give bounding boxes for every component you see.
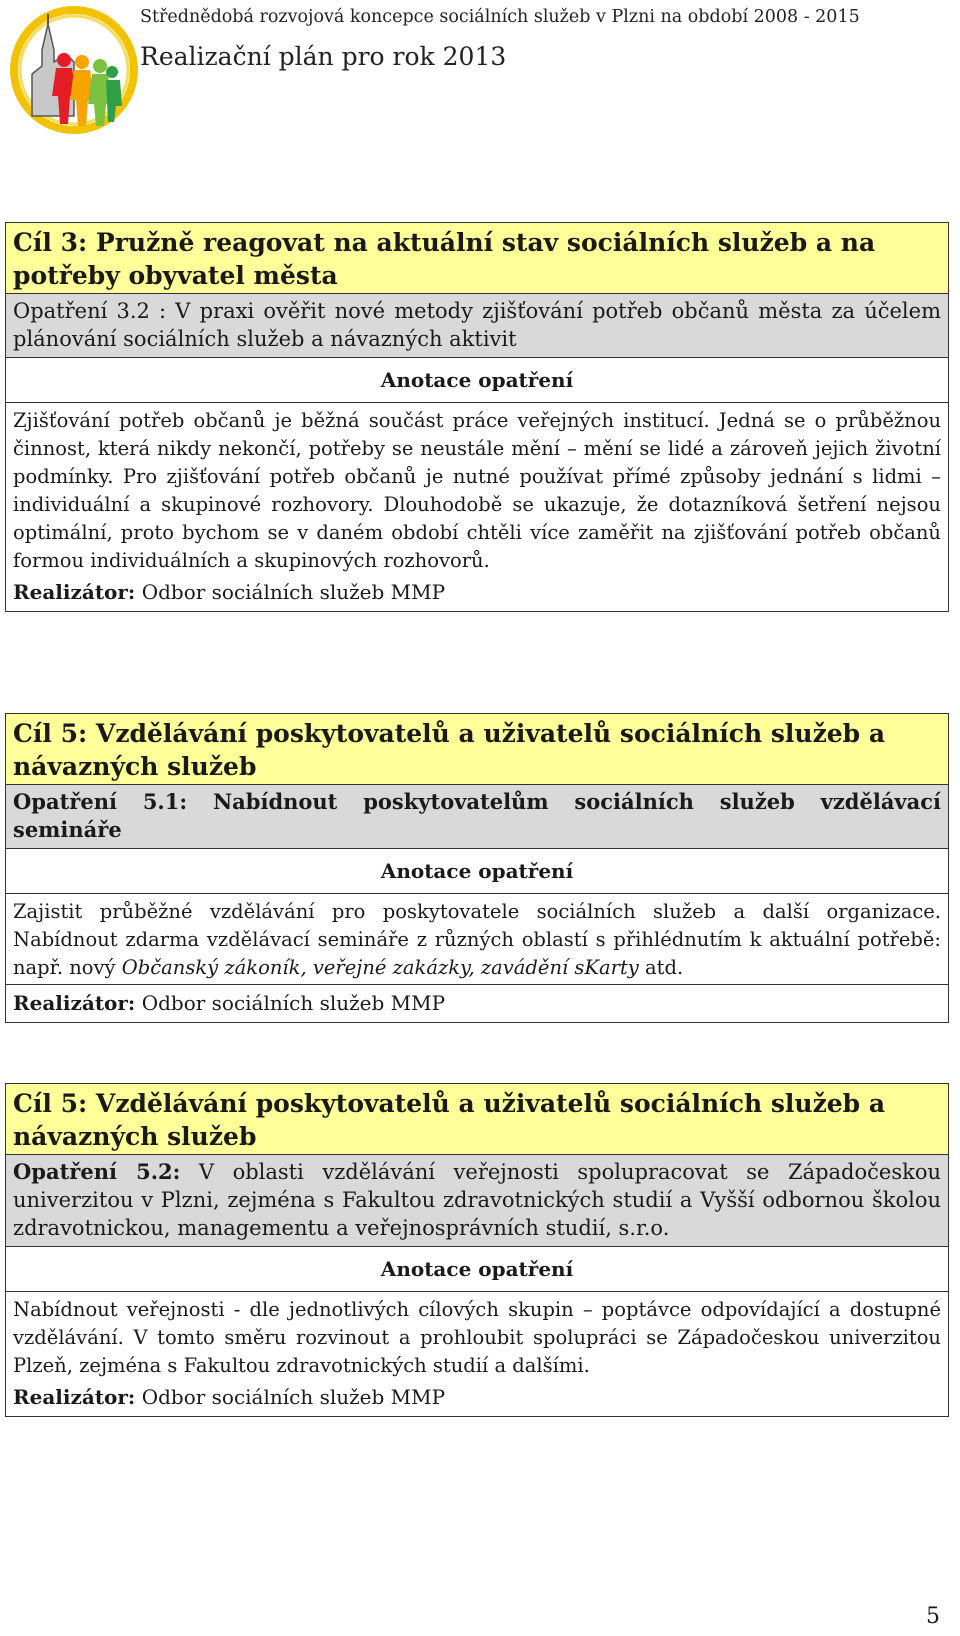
realizer-line — [6, 984, 948, 1022]
realizer-line — [6, 1382, 948, 1416]
realizer-value: Odbor sociálních služeb MMP — [141, 580, 446, 604]
goal-title: Cíl 3: Pružně reagovat na aktuální stav sociálních služeb a na potřeby obyvatel města — [6, 223, 948, 293]
annotation-text: Nabídnout veřejnosti - dle jednotlivých cílových skupin – poptávce odpovídající a dostupné vzdělávání. V tomto směru rozvinout a prohloubit spolupráci se Západočeskou univerzitou Plzeň, zejména s Fakultou zdravotnických studií a dalšími. — [13, 1298, 941, 1377]
realizer-value: Odbor sociálních služeb MMP — [141, 1385, 446, 1409]
goal-title: Cíl 5: Vzdělávání poskytovatelů a uživatelů sociálních služeb a návazných služeb — [6, 1084, 948, 1154]
measure-title — [6, 1154, 948, 1246]
header-concept-title: Střednědobá rozvojová koncepce sociálních služeb v Plzni na období 2008 - 2015 — [140, 7, 860, 27]
measure-title: Opatření 3.2 : V praxi ověřit nové metody zjišťování potřeb občanů města za účelem plánování sociálních služeb a návazných aktivit — [6, 293, 948, 357]
measure-label: Opatření 5.2: — [13, 1159, 181, 1184]
annotation-text: Zjišťování potřeb občanů je běžná součást práce veřejných institucí. Jedná se o průběžnou činnost, která nikdy nekončí, potřeby se neustále mění – mění se lidé a zároveň jejich životní podmínky. Pro zjišťování potřeb občanů je nutné používat přímé způsoby jednání s lidmi – individuální a skupinové rozhovory. Dlouhodobě se ukazuje, že dotazníková šetření nejsou optimální, proto bychom se v daném období chtěli více zaměřit na zjišťování potřeb občanů formou individuálních a skupinových rozhovorů. — [13, 409, 941, 572]
annotation-heading: Anotace opatření — [6, 1246, 948, 1291]
realizer-value: Odbor sociálních služeb MMP — [141, 991, 446, 1015]
goal-block-5-2 — [5, 1083, 949, 1417]
realizer-label: Realizátor: — [13, 991, 136, 1015]
annotation-text-end: atd. — [638, 956, 684, 979]
realizer-label: Realizátor: — [13, 1385, 136, 1409]
annotation-heading: Anotace opatření — [6, 357, 948, 402]
header-plan-title: Realizační plán pro rok 2013 — [140, 42, 507, 71]
measure-title: Opatření 5.1: Nabídnout poskytovatelům sociálních služeb vzdělávací semináře — [6, 784, 948, 848]
goal-block-5-1 — [5, 713, 949, 1023]
page-header — [0, 0, 960, 140]
city-people-logo-icon — [8, 4, 143, 136]
measure-text: V oblasti vzdělávání veřejnosti spolupracovat se Západočeskou univerzitou v Plzni, zejména s Fakultou zdravotnických studií a Vyšší odbornou školou zdravotnickou, managementu a veřejnosprávních studií, s.r.o. — [13, 1160, 941, 1240]
annotation-heading: Anotace opatření — [6, 848, 948, 893]
annotation-text — [6, 893, 948, 984]
goal-title: Cíl 5: Vzdělávání poskytovatelů a uživatelů sociálních služeb a návazných služeb — [6, 714, 948, 784]
goal-block-3 — [5, 222, 949, 612]
annotation-text-start: Zajistit průběžné vzdělávání pro poskytovatele sociálních služeb a další organizace. Nabídnout zdarma vzdělávací semináře z různých oblastí s přihlédnutím k aktuální potřebě: např. nový — [13, 900, 941, 979]
annotation-content — [6, 1291, 948, 1416]
annotation-content — [6, 402, 948, 611]
annotation-text-italic: Občanský zákoník, veřejné zakázky, zavádění sKarty — [121, 956, 639, 979]
page-number: 5 — [926, 1604, 940, 1629]
realizer-label: Realizátor: — [13, 580, 136, 604]
realizer-line — [6, 577, 948, 611]
